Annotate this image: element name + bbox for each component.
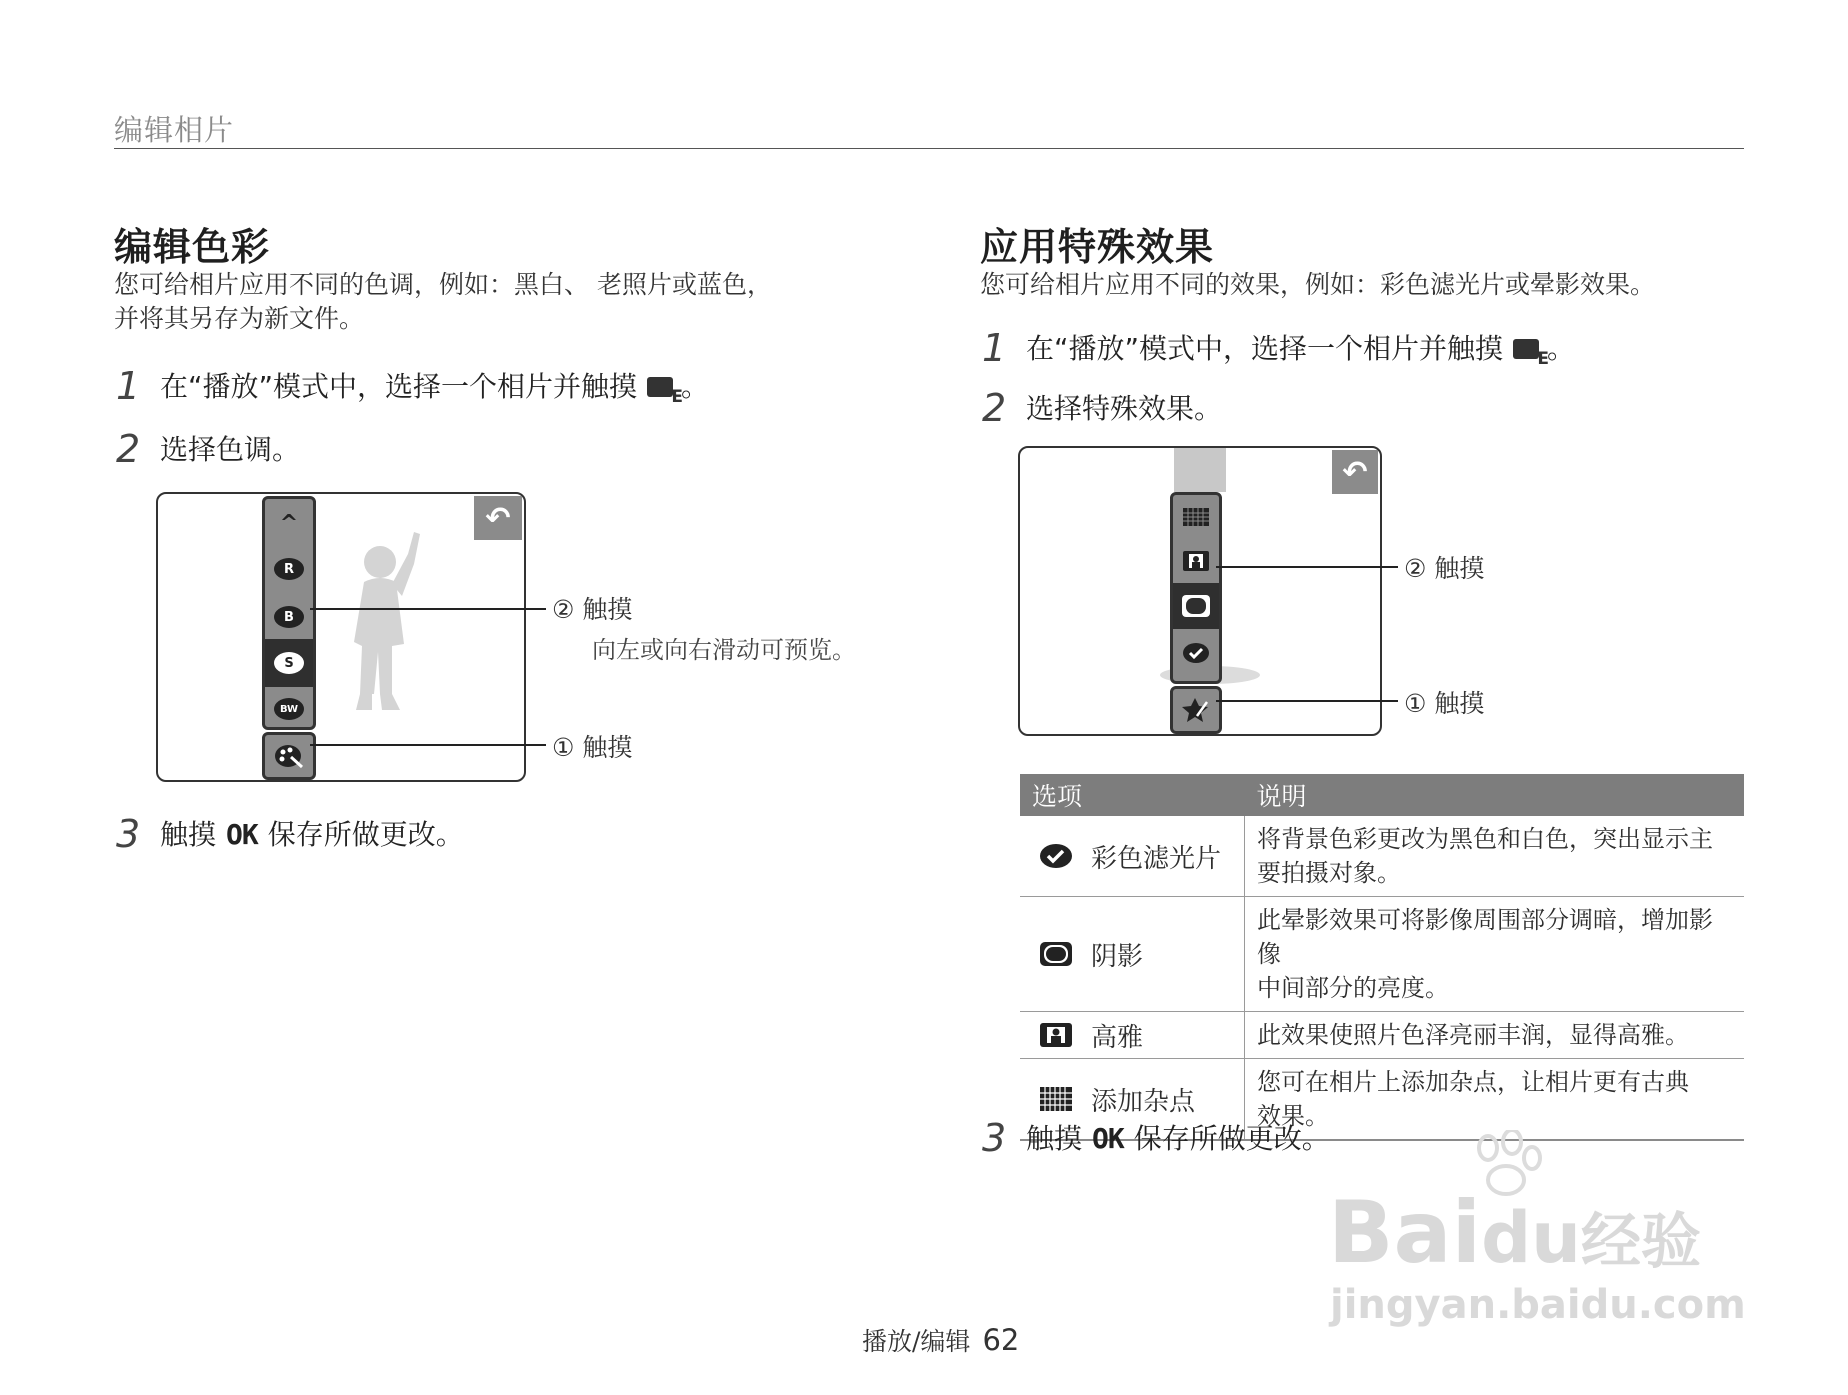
camera-screen-color [156, 492, 526, 782]
tone-r-icon: R [274, 558, 304, 580]
callout-line-1 [1216, 700, 1398, 702]
option-description: 效果。 [1257, 1102, 1329, 1130]
scroll-up-button[interactable] [265, 499, 313, 547]
table-row [1020, 1012, 1744, 1059]
section-title-special-effects: 应用特殊效果 [980, 225, 1215, 269]
option-name: 阴影 [1091, 941, 1144, 972]
step-text-end: 。 [1547, 332, 1576, 365]
step-text: 触摸 [1026, 1122, 1083, 1155]
callout-line-2 [310, 608, 546, 610]
noise-grid-icon [1039, 1086, 1073, 1112]
step-text: 保存所做更改。 [1133, 1122, 1330, 1155]
color-edit-button[interactable] [262, 732, 316, 780]
option-name: 高雅 [1091, 1022, 1144, 1053]
step-text: 触摸 [160, 818, 217, 851]
tone-bw-icon: BW [274, 698, 304, 720]
step-number: 3 [116, 812, 141, 856]
running-header: 编辑相片 [114, 113, 235, 147]
page-footer [862, 1322, 1019, 1358]
chevron-up-icon: ^ [279, 510, 299, 536]
step-number: 1 [116, 364, 141, 408]
photo-edit-icon: E [647, 375, 679, 401]
callout-line-1 [310, 744, 546, 746]
callout-touch-2: ② 触摸 [1404, 554, 1485, 583]
option-name: 添加杂点 [1091, 1086, 1196, 1117]
tone-option-b[interactable] [265, 593, 313, 641]
color-filter-icon [1182, 642, 1210, 664]
tone-option-s[interactable] [265, 639, 313, 687]
elegant-portrait-icon [1039, 1022, 1073, 1048]
tone-option-bw[interactable] [265, 685, 313, 733]
ok-button-label: OK [1092, 1122, 1124, 1155]
camera-screen-effects [1018, 446, 1382, 736]
step-number: 1 [982, 326, 1007, 370]
table-header-option: 选项 [1020, 774, 1245, 816]
step-number: 2 [116, 427, 141, 471]
step-3 [116, 812, 464, 856]
step-text: 保存所做更改。 [267, 818, 464, 851]
effect-option-elegant[interactable] [1173, 539, 1219, 583]
option-description: 将背景色彩更改为黑色和白色，突出显示主 [1257, 825, 1713, 853]
photo-edit-icon: E [1513, 337, 1545, 363]
color-filter-icon [1039, 843, 1073, 869]
tone-option-r[interactable] [265, 545, 313, 593]
effect-selector-rail[interactable] [1170, 492, 1222, 684]
noise-grid-icon [1182, 507, 1210, 527]
effects-table [1020, 774, 1744, 1141]
step-text: 选择特殊效果。 [1026, 392, 1223, 425]
special-effect-button[interactable] [1170, 686, 1222, 734]
step-number: 3 [982, 1116, 1007, 1160]
effect-option-vignette[interactable] [1173, 583, 1219, 629]
option-description: 要拍摄对象。 [1257, 859, 1401, 887]
section-intro-special-effects: 您可给相片应用不同的效果，例如：彩色滤光片或晕影效果。 [980, 270, 1656, 299]
back-button[interactable] [1332, 450, 1378, 494]
intro-line: 您可给相片应用不同的色调，例如：黑白、 老照片或蓝色， [114, 270, 772, 299]
effect-option-noise[interactable] [1173, 495, 1219, 539]
callout-touch-1: ① 触摸 [1404, 689, 1485, 718]
step-text: 在“播放”模式中，选择一个相片并触摸 [1026, 332, 1504, 365]
special-effect-icon [1181, 696, 1211, 724]
step-1 [116, 364, 709, 408]
step-1 [982, 326, 1575, 370]
step-2 [116, 427, 300, 471]
back-arrow-icon: ↶ [1342, 454, 1368, 490]
option-name: 彩色滤光片 [1091, 843, 1222, 874]
option-description: 中间部分的亮度。 [1257, 974, 1449, 1002]
step-2 [982, 386, 1222, 430]
option-description: 此晕影效果可将影像周围部分调暗，增加影像 [1257, 906, 1713, 968]
tone-s-icon: S [274, 652, 304, 674]
back-button[interactable] [474, 496, 522, 540]
vignette-icon [1181, 594, 1211, 618]
step-text-end: 。 [681, 370, 710, 403]
baidu-watermark [1318, 1130, 1758, 1340]
step-text: 在“播放”模式中，选择一个相片并触摸 [160, 370, 638, 403]
ok-button-label: OK [226, 818, 258, 851]
step-number: 2 [982, 386, 1007, 430]
callout-touch-1: ① 触摸 [552, 733, 633, 762]
table-header-description: 说明 [1245, 774, 1745, 816]
preview-strip [1174, 448, 1226, 492]
step-3 [982, 1116, 1330, 1160]
silhouette-figure [308, 524, 428, 724]
footer-section: 播放/编辑 [862, 1327, 971, 1356]
callout-swipe-hint: 向左或向右滑动可预览。 [592, 636, 856, 664]
watermark-brand: Baidu经验 [1328, 1183, 1702, 1283]
option-description: 您可在相片上添加杂点，让相片更有古典 [1257, 1068, 1689, 1096]
callout-line-2 [1216, 566, 1398, 568]
table-row [1020, 897, 1744, 1012]
page-number: 62 [982, 1323, 1020, 1357]
tone-selector-rail[interactable] [262, 496, 316, 730]
header-divider [114, 148, 1744, 149]
back-arrow-icon: ↶ [485, 500, 511, 536]
section-intro-edit-color [114, 268, 894, 336]
tone-b-icon: B [274, 606, 304, 628]
vignette-icon [1039, 941, 1073, 967]
color-palette-icon [274, 743, 304, 769]
watermark-url: jingyan.baidu.com [1330, 1282, 1746, 1328]
intro-line: 并将其另存为新文件。 [114, 304, 365, 333]
table-row [1020, 816, 1744, 897]
callout-touch-2: ② 触摸 [552, 595, 633, 624]
option-description: 此效果使照片色泽亮丽丰润，显得高雅。 [1257, 1021, 1689, 1049]
step-text: 选择色调。 [160, 433, 301, 466]
effect-option-color-filter[interactable] [1173, 631, 1219, 675]
section-title-edit-color: 编辑色彩 [114, 225, 271, 269]
elegant-portrait-icon [1182, 550, 1210, 572]
